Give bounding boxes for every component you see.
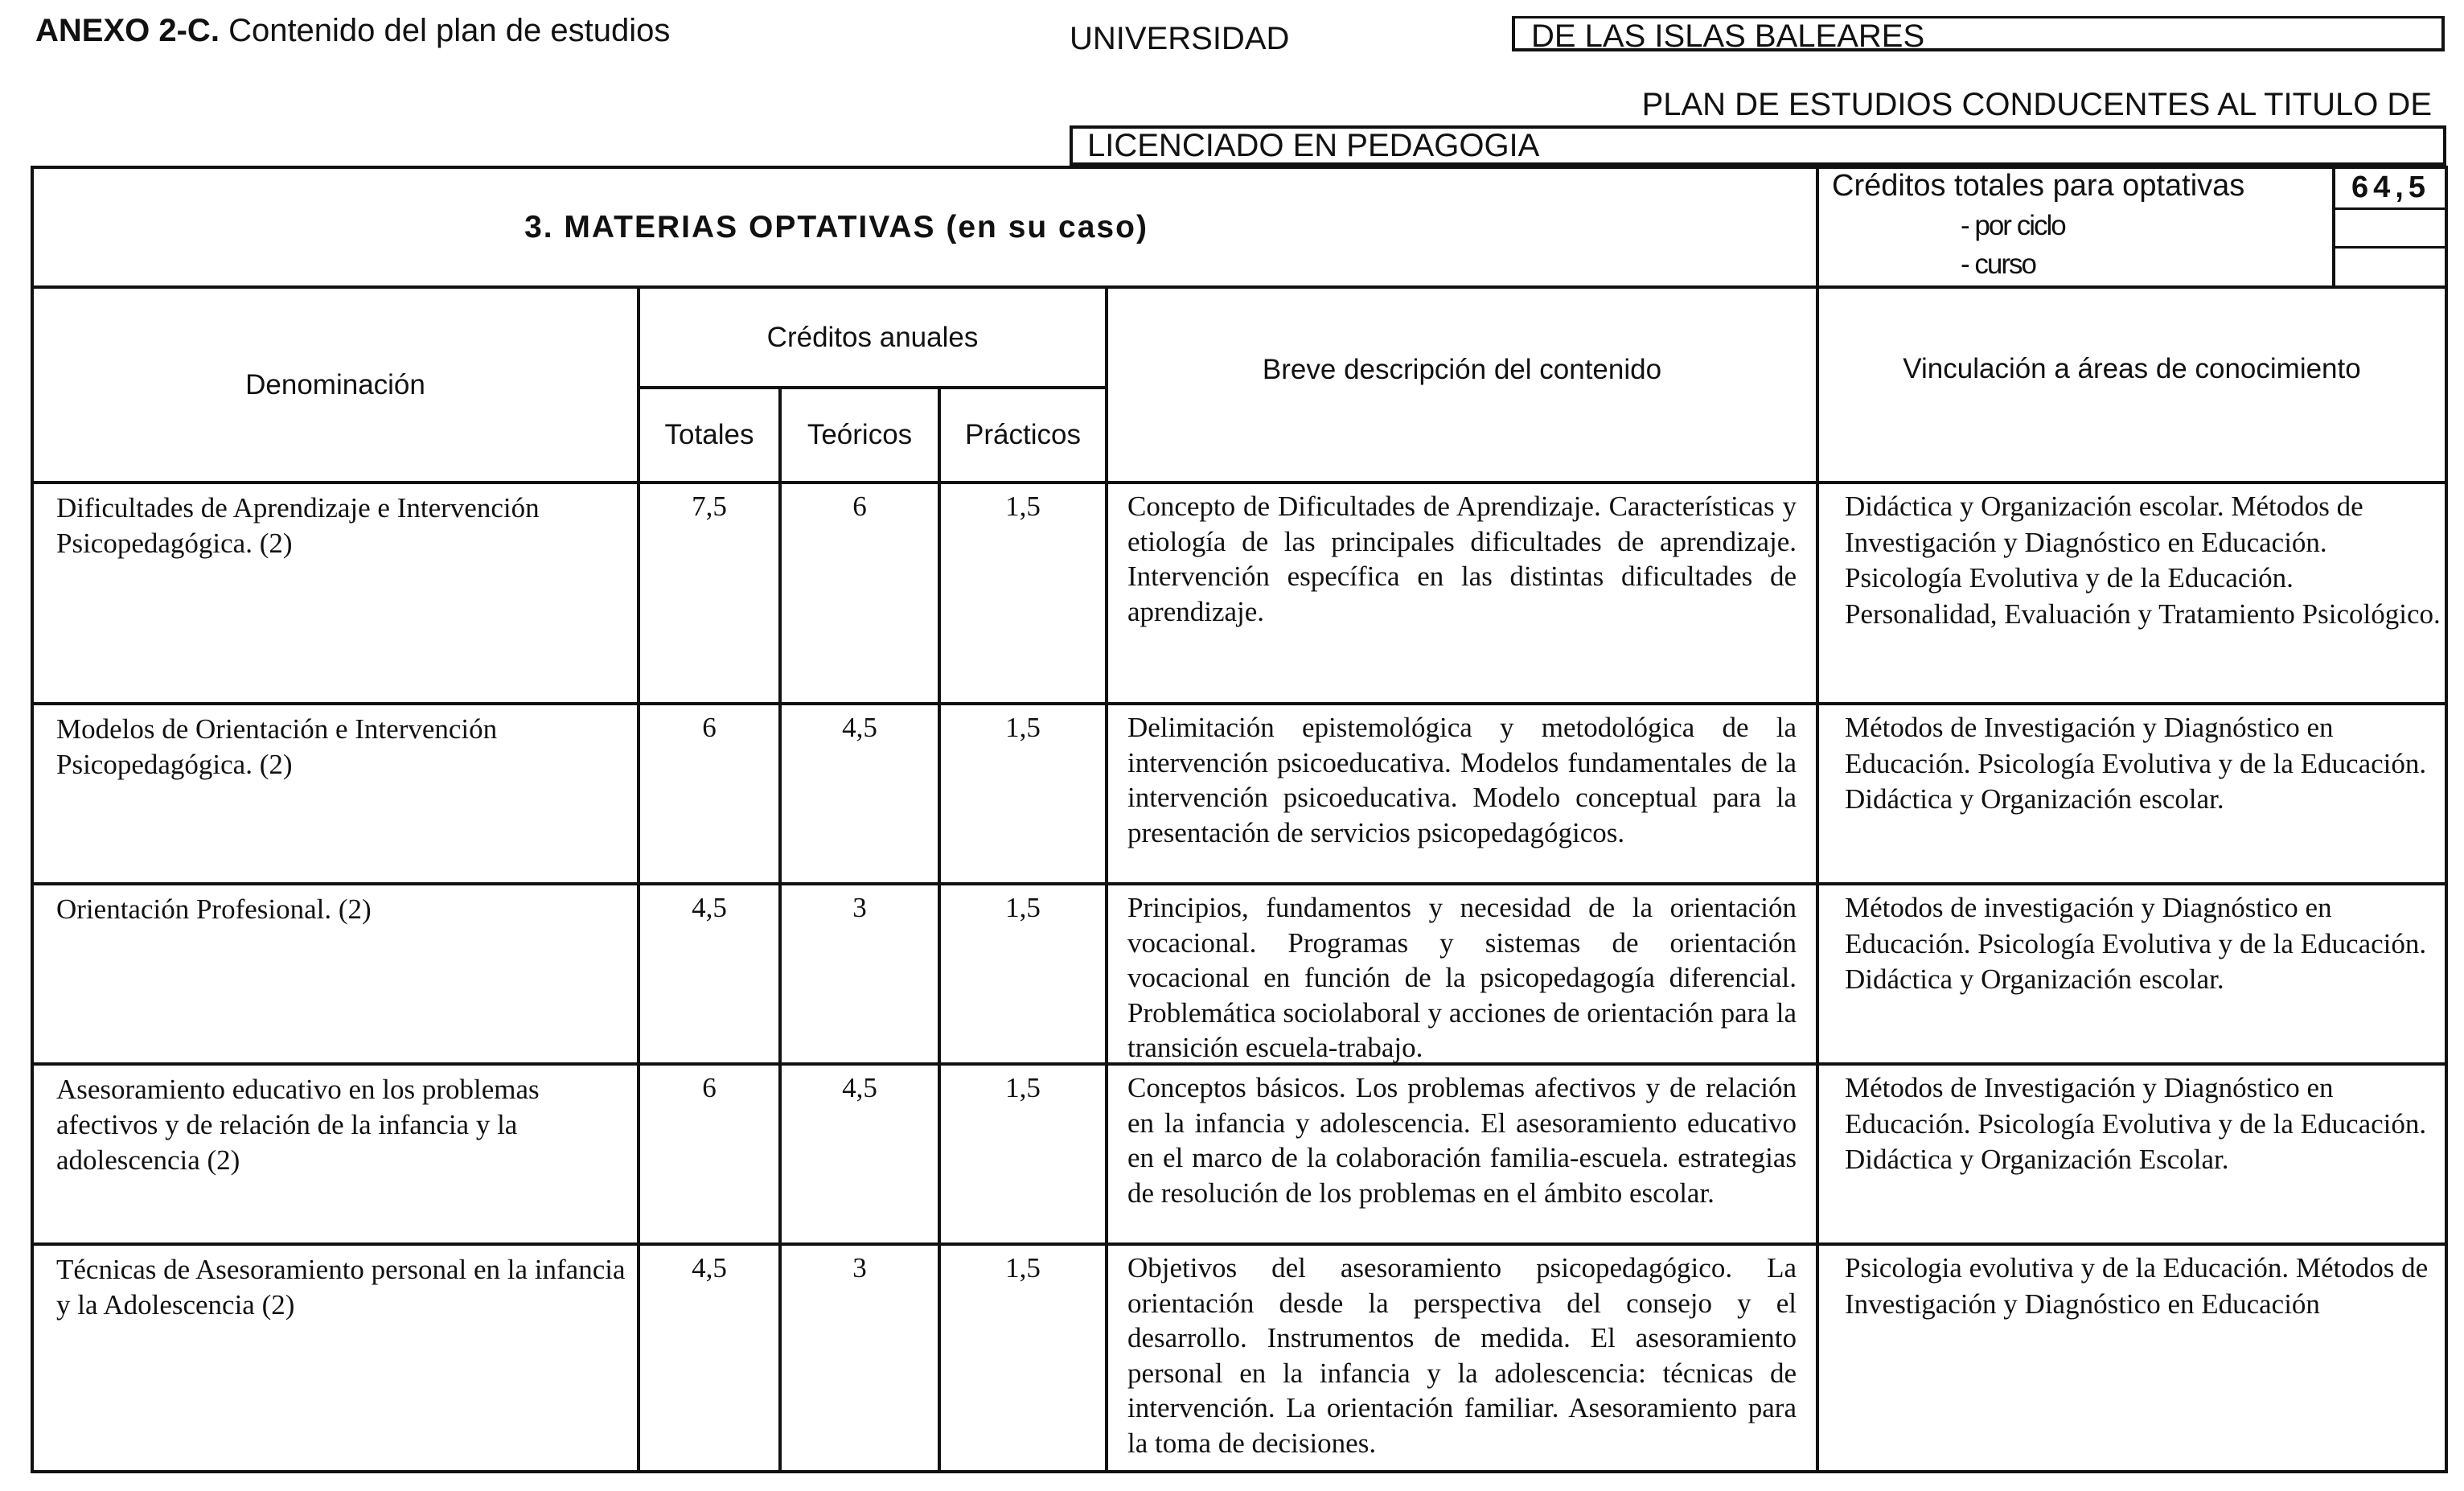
row-3-vinculacion: Métodos de investigación y Diagnóstico en Educación. Psicología Evolutiva y de la Educación. Didáctica y Organización escolar.: [1845, 892, 2427, 995]
row-5-denominacion: Técnicas de Asesoramiento personal en la infancia y la Adolescencia (2): [56, 1254, 626, 1321]
optional-subjects-table: [31, 166, 2448, 1473]
row-4-denominacion: Asesoramiento educativo en los problemas afectivos y de relación de la infancia y la adolescencia (2): [56, 1074, 540, 1176]
plan-label: PLAN DE ESTUDIOS CONDUCENTES AL TITULO DE: [1641, 87, 2432, 122]
row-3-teoricos: 3: [852, 892, 867, 923]
row-1-descripcion: Concepto de Dificultades de Aprendizaje. Características y etiología de las principales dificultades de aprendizaje. Intervención específica en las distintas dificultades de aprendizaje.: [1127, 491, 1797, 627]
col-creditos-anuales: Créditos anuales: [766, 321, 979, 353]
col-vinculacion: Vinculación a áreas de conocimiento: [1903, 353, 2361, 384]
university-label: UNIVERSIDAD: [1070, 21, 1290, 56]
row-3-totales: 4,5: [692, 892, 727, 923]
row-5-teoricos: 3: [852, 1252, 867, 1284]
row-4-practicos: 1,5: [1005, 1072, 1041, 1103]
university-value: DE LAS ISLAS BALEARES: [1512, 16, 2445, 51]
row-3-denominacion: Orientación Profesional. (2): [56, 893, 372, 925]
col-practicos: Prácticos: [965, 419, 1081, 450]
section-title: 3. MATERIAS OPTATIVAS (en su caso): [524, 209, 1148, 244]
row-1-vinculacion: Didáctica y Organización escolar. Métodos de Investigación y Diagnóstico en Educación. Psicología Evolutiva y de la Educación. Personalidad, Evaluación y Tratamiento Psicológico.: [1845, 491, 2441, 630]
col-teoricos: Teóricos: [807, 419, 913, 450]
row-1-teoricos: 6: [852, 491, 867, 522]
row-2-practicos: 1,5: [1005, 712, 1041, 743]
row-5-practicos: 1,5: [1005, 1252, 1041, 1284]
row-5-totales: 4,5: [692, 1252, 727, 1284]
annex-subtitle: Contenido del plan de estudios: [228, 13, 671, 48]
per-course-label: - curso: [1961, 249, 2035, 280]
row-5-descripcion: Objetivos del asesoramiento psicopedagógico. La orientación desde la perspectiva del consejo y el desarrollo. Instrumentos de medida. El asesoramiento personal en la infancia y la adolescencia: técnicas de intervención. La orientación familiar. Asesoramiento para la toma de decisiones.: [1127, 1252, 1797, 1459]
row-3-descripcion: Principios, fundamentos y necesidad de la orientación vocacional. Programas y sistemas de orientación vocacional en función de la psicopedagogía diferencial. Problemática sociolaboral y acciones de orientación para la transición escuela-trabajo.: [1127, 892, 1797, 1063]
row-1-denominacion: Dificultades de Aprendizaje e Intervención Psicopedagógica. (2): [56, 492, 540, 559]
annex-number: ANEXO 2-C.: [35, 13, 220, 48]
annex-heading: [35, 13, 670, 49]
total-credits-value: 64,5: [2351, 170, 2430, 204]
row-4-totales: 6: [702, 1072, 717, 1103]
row-1-totales: 7,5: [692, 491, 727, 522]
row-4-descripcion: Conceptos básicos. Los problemas afectivos y de relación en la infancia y adolescencia. El asesoramiento educativo en el marco de la colaboración familia-escuela. estrategias de resolución de los problemas en el ámbito escolar.: [1127, 1072, 1797, 1209]
row-5-vinculacion: Psicologia evolutiva y de la Educación. Métodos de Investigación y Diagnóstico en Educación: [1845, 1252, 2429, 1320]
col-denominacion: Denominación: [245, 368, 425, 400]
row-2-totales: 6: [702, 712, 717, 743]
row-2-teoricos: 4,5: [842, 712, 877, 743]
row-1-practicos: 1,5: [1005, 491, 1041, 522]
col-totales: Totales: [664, 419, 754, 450]
col-descripcion: Breve descripción del contenido: [1262, 354, 1662, 385]
row-4-vinculacion: Métodos de Investigación y Diagnóstico en Educación. Psicología Evolutiva y de la Educación. Didáctica y Organización Escolar.: [1845, 1072, 2427, 1175]
per-cycle-label: - por ciclo: [1961, 210, 2065, 241]
row-3-practicos: 1,5: [1005, 892, 1041, 923]
row-2-denominacion: Modelos de Orientación e Intervención Psicopedagógica. (2): [56, 713, 498, 780]
row-2-descripcion: Delimitación epistemológica y metodológica de la intervención psicoeducativa. Modelos fundamentales de la intervención psicoeducativa. Modelo conceptual para la presentación de servicios psicopedagógicos.: [1127, 712, 1797, 848]
row-2-vinculacion: Métodos de Investigación y Diagnóstico en Educación. Psicología Evolutiva y de la Educación. Didáctica y Organización escolar.: [1845, 712, 2427, 815]
degree-title-value: LICENCIADO EN PEDAGOGIA: [1070, 125, 2446, 166]
total-credits-label: Créditos totales para optativas: [1832, 169, 2245, 203]
row-4-teoricos: 4,5: [842, 1072, 877, 1103]
